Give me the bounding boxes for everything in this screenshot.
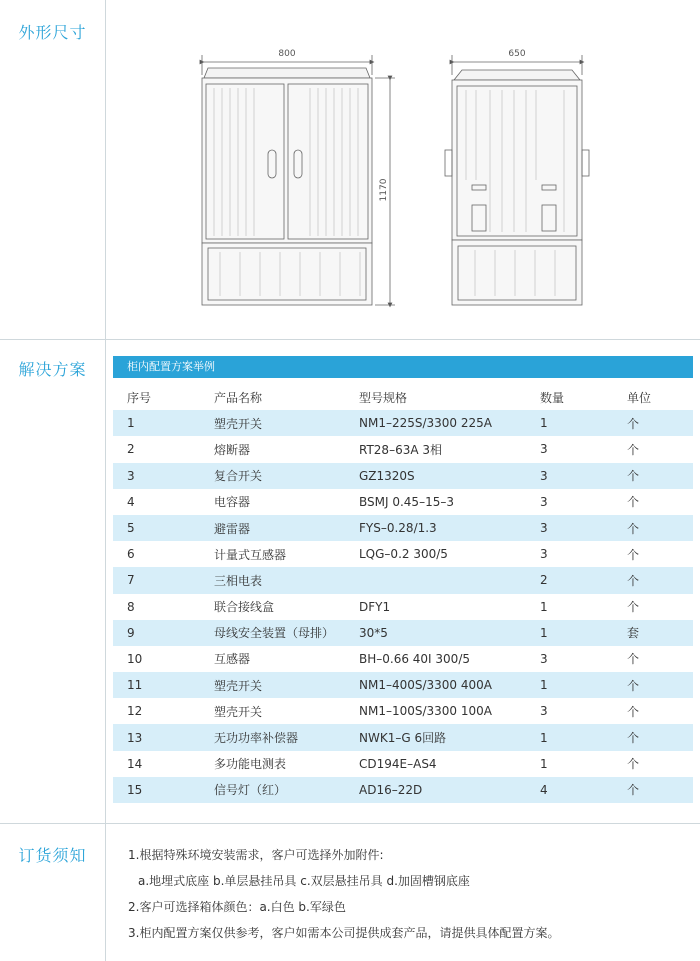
section-label-ordering: 订货须知: [18, 846, 87, 865]
cell-qty: 3: [540, 547, 548, 562]
cell-unit: 个: [627, 442, 640, 457]
cell-model: NM1–225S/3300 225A: [359, 410, 540, 436]
cell-qty: 3: [540, 704, 548, 719]
cell-model: 30*5: [359, 620, 540, 646]
cell-model: BH–0.66 40I 300/5: [359, 651, 470, 666]
header-no: 序号: [127, 390, 152, 405]
table-row: [113, 567, 693, 593]
section-label-solution: 解决方案: [18, 360, 87, 379]
cell-model: CD194E–AS4: [359, 756, 437, 771]
table-row: [113, 515, 693, 541]
table-row: [113, 410, 693, 436]
cell-product: 信号灯（红）: [214, 777, 359, 803]
cell-unit: 个: [627, 757, 640, 772]
cell-unit: 套: [627, 620, 693, 646]
cell-no: 5: [113, 515, 214, 541]
table-row: [113, 751, 693, 777]
cell-qty: 3: [540, 494, 548, 509]
cell-unit: 个: [627, 410, 693, 436]
table-title: 柜内配置方案举例: [113, 356, 693, 378]
table-row: [113, 436, 693, 462]
cell-no: 2: [127, 442, 135, 457]
cell-product: 塑壳开关: [214, 672, 359, 698]
section-divider-vertical: [105, 0, 106, 961]
cell-no: 15: [113, 777, 214, 803]
cell-no: 12: [127, 704, 143, 719]
table-row: [113, 463, 693, 489]
table-row: [113, 594, 693, 620]
cell-no: 9: [113, 620, 214, 646]
side-width-label: 650: [508, 49, 526, 59]
cell-model: NM1–400S/3300 400A: [359, 672, 540, 698]
cell-qty: 3: [540, 463, 627, 489]
cell-unit: 个: [627, 777, 693, 803]
section-divider-2: [0, 823, 700, 824]
height-label: 1170: [379, 178, 389, 202]
section-divider-1: [0, 339, 700, 340]
cell-unit: 个: [627, 704, 640, 719]
cell-product: 电容器: [214, 495, 251, 510]
cell-product: 多功能电测表: [214, 757, 287, 772]
cell-unit: 个: [627, 547, 640, 562]
cell-qty: 1: [540, 724, 627, 750]
cell-qty: 1: [540, 620, 627, 646]
cell-model: BSMJ 0.45–15–3: [359, 494, 454, 509]
cell-model: [359, 567, 540, 593]
note-2: 2.客户可选择箱体颜色：a.白色 b.军绿色: [128, 900, 346, 914]
cell-model: NWK1–G 6回路: [359, 724, 540, 750]
table-row: [113, 541, 693, 567]
cell-no: 11: [113, 672, 214, 698]
cell-no: 7: [113, 567, 214, 593]
front-width-label: 800: [278, 49, 296, 59]
cell-no: 1: [113, 410, 214, 436]
cell-product: 三相电表: [214, 567, 359, 593]
ordering-notes: [128, 845, 559, 949]
cell-unit: 个: [627, 652, 640, 667]
config-table: [113, 384, 693, 803]
cell-qty: 3: [540, 651, 548, 666]
cell-model: GZ1320S: [359, 463, 540, 489]
table-row: [113, 489, 693, 515]
note-1: 1.根据特殊环境安装需求，客户可选择外加附件:: [128, 848, 384, 862]
header-product: 产品名称: [214, 390, 263, 405]
cell-product: 熔断器: [214, 442, 251, 457]
cell-model: DFY1: [359, 599, 391, 614]
table-row: [113, 777, 693, 803]
cell-model: FYS–0.28/1.3: [359, 515, 540, 541]
cell-unit: 个: [627, 463, 693, 489]
cell-no: 8: [127, 599, 135, 614]
cell-qty: 1: [540, 410, 627, 436]
cell-product: 计量式互感器: [214, 547, 287, 562]
cell-no: 3: [113, 463, 214, 489]
table-row: [113, 672, 693, 698]
cell-qty: 1: [540, 672, 627, 698]
table-row: [113, 724, 693, 750]
cell-qty: 2: [540, 567, 627, 593]
cell-model: RT28–63A 3相: [359, 442, 442, 457]
table-row: [113, 698, 693, 724]
cell-unit: 个: [627, 515, 693, 541]
cell-qty: 3: [540, 442, 548, 457]
cell-unit: 个: [627, 724, 693, 750]
cell-product: 母线安全装置（母排）: [214, 620, 359, 646]
cell-product: 避雷器: [214, 515, 359, 541]
table-row: [113, 620, 693, 646]
table-row: [113, 646, 693, 672]
header-qty: 数量: [540, 390, 565, 405]
note-1-options: a.地埋式底座 b.单层悬挂吊具 c.双层悬挂吊具 d.加固槽钢底座: [138, 874, 470, 888]
cell-unit: 个: [627, 495, 640, 510]
cell-qty: 4: [540, 777, 627, 803]
cell-no: 6: [127, 547, 135, 562]
cell-product: 联合接线盒: [214, 600, 275, 615]
cell-model: NM1–100S/3300 100A: [359, 704, 492, 719]
header-model: 型号规格: [359, 390, 408, 405]
table-header-row: [113, 384, 693, 410]
cell-no: 10: [127, 651, 143, 666]
cell-no: 13: [113, 724, 214, 750]
cell-product: 复合开关: [214, 463, 359, 489]
cell-no: 14: [127, 756, 143, 771]
cell-qty: 1: [540, 756, 548, 771]
cabinet-dimension-drawing: [190, 40, 610, 320]
header-unit: 单位: [627, 390, 652, 405]
cell-no: 4: [127, 494, 135, 509]
cell-product: 塑壳开关: [214, 704, 263, 719]
cell-unit: 个: [627, 600, 640, 615]
cell-unit: 个: [627, 567, 693, 593]
note-3: 3.柜内配置方案仅供参考，客户如需本公司提供成套产品，请提供具体配置方案。: [128, 926, 560, 940]
cell-product: 互感器: [214, 652, 251, 667]
cell-unit: 个: [627, 672, 693, 698]
cell-model: AD16–22D: [359, 777, 540, 803]
cell-qty: 3: [540, 515, 627, 541]
cell-qty: 1: [540, 599, 548, 614]
cell-product: 无功功率补偿器: [214, 724, 359, 750]
section-label-dimensions: 外形尺寸: [18, 23, 87, 42]
cell-model: LQG–0.2 300/5: [359, 547, 448, 562]
cell-product: 塑壳开关: [214, 410, 359, 436]
